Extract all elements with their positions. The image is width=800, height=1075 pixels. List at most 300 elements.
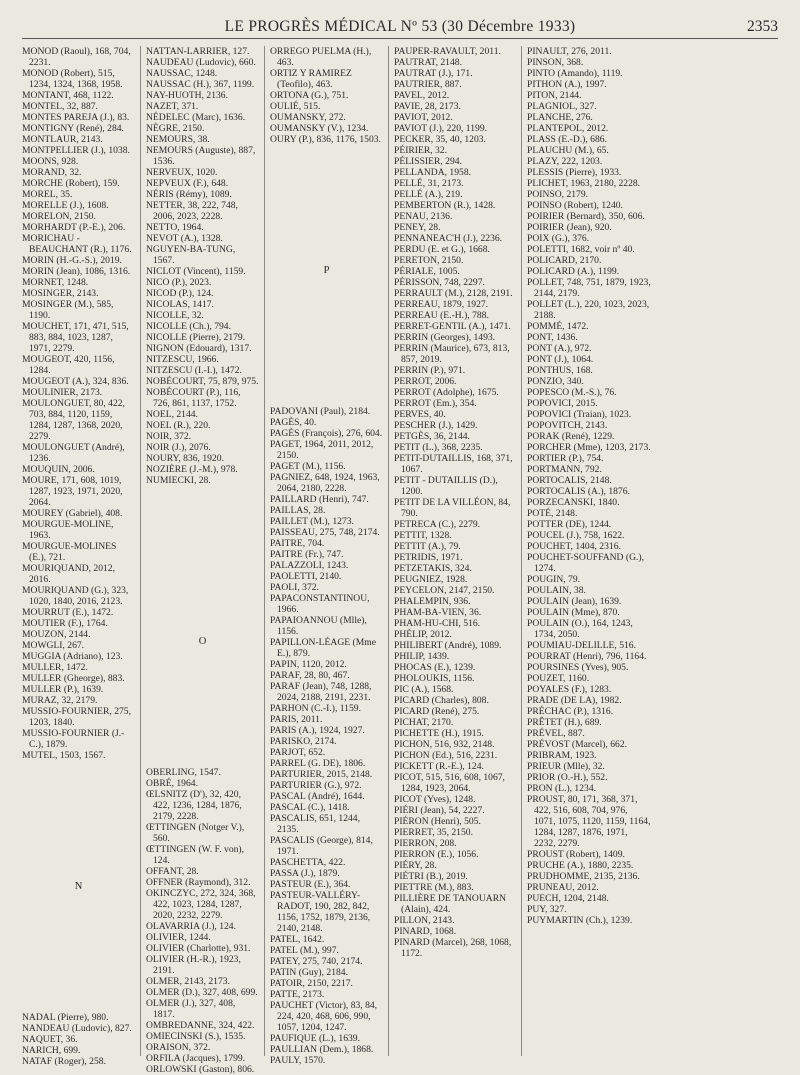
index-entry: ORREGO PUELMA (H.), 463. — [270, 46, 372, 68]
index-entry: POPOVICI (Traian), 1023. — [527, 409, 632, 420]
index-entry: PERRIN (Georges), 1493. — [394, 332, 496, 343]
index-column-4 — [394, 46, 516, 1056]
index-entry: NOEL (R.), 220. — [146, 420, 211, 431]
index-entry: PLAGNIOL, 327. — [527, 101, 597, 112]
index-entry: PAILLAS, 28. — [270, 505, 326, 516]
index-entry: PELLÉ, 31, 2173. — [394, 178, 464, 189]
section-letter: P — [323, 265, 330, 276]
index-entry: PIERRON (E.), 1056. — [394, 849, 479, 860]
index-entry: PERRAULT (M.), 2128, 2191. — [394, 288, 513, 299]
index-entry: MOULINIER, 2173. — [22, 387, 103, 398]
index-entry: PHOLOUKIS, 1156. — [394, 673, 475, 684]
index-entry: MONTLAUR, 2143. — [22, 134, 103, 145]
index-entry: PETGÈS, 36, 2144. — [394, 431, 470, 442]
index-entry: NICO (P.), 2023. — [146, 277, 212, 288]
index-entry: PILLON, 2143. — [394, 915, 455, 926]
index-entry: MOURGUE-MOLINE, 1963. — [22, 519, 114, 541]
index-entry: MOUTIER (F.), 1764. — [22, 618, 108, 629]
index-entry: MORELLE (J.), 1608. — [22, 200, 109, 211]
index-entry: ORFILA (Jacques), 1799. — [146, 1053, 246, 1064]
index-entry: PRON (L.), 1234. — [527, 783, 597, 794]
index-entry: POMMÉ, 1472. — [527, 321, 589, 332]
index-entry: MOURIQUAND, 2012, 2016. — [22, 563, 116, 585]
index-entry: OLIVIER (Charlotte), 931. — [146, 943, 251, 954]
index-entry: NATTAN-LARRIER, 127. — [146, 46, 250, 57]
index-entry: PORTIER (P.), 754. — [527, 453, 604, 464]
index-entry: PORZECANSKI, 1840. — [527, 497, 620, 508]
index-entry: PLAUCHU (M.), 65. — [527, 145, 609, 156]
index-entry: PETTIT (A.), 79. — [394, 541, 461, 552]
index-entry: MONOD (Raoul), 168, 704, 2231. — [22, 46, 131, 68]
index-entry: PEUGNIEZ, 1928. — [394, 574, 468, 585]
index-entry: NETTO, 1964. — [146, 222, 204, 233]
index-entry: NANDEAU (Ludovic), 827. — [22, 1023, 132, 1034]
index-entry: MORCHE (Robert), 159. — [22, 178, 120, 189]
index-entry: NOBÉCOURT, 75, 879, 975. — [146, 376, 259, 387]
index-entry: POLLET (L.), 220, 1023, 2023, 2188. — [527, 299, 650, 321]
index-entry: MOUZON, 2144. — [22, 629, 91, 640]
index-entry: NETTER, 38, 222, 748, 2006, 2023, 2228. — [146, 200, 238, 222]
index-entry: PÉRISSON, 748, 2297. — [394, 277, 485, 288]
index-entry: PAGÈS, 40. — [270, 417, 317, 428]
index-entry: POULAIN (O.), 164, 1243, 1734, 2050. — [527, 618, 633, 640]
index-entry: NUMIECKI, 28. — [146, 475, 211, 486]
index-entry: PAITRE (Fr.), 747. — [270, 549, 344, 560]
index-entry: NAUDEAU (Ludovic), 660. — [146, 57, 256, 68]
index-entry: PERVES, 40. — [394, 409, 446, 420]
index-entry: PICOT (Yves), 1248. — [394, 794, 476, 805]
index-entry: NOEL, 2144. — [146, 409, 198, 420]
index-entry: MORIN (H.-G.-S.), 2019. — [22, 255, 122, 266]
index-entry: POUGIN, 79. — [527, 574, 581, 585]
index-entry: PICHETTE (H.), 1915. — [394, 728, 484, 739]
index-entry: NIGNON (Edouard), 1317. — [146, 343, 252, 354]
index-entry: PATOIR, 2150, 2217. — [270, 978, 353, 989]
index-entry: PROUST (Robert), 1409. — [527, 849, 625, 860]
index-entry: PAVIOT (J.), 220, 1199. — [394, 123, 488, 134]
index-entry: PAUCHET (Victor), 83, 84, 224, 420, 468, 606, 990, 1057, 1204, 1247. — [270, 1000, 378, 1033]
index-entry: POULAIN, 38. — [527, 585, 586, 596]
index-entry: PRIEUR (Mlle), 32. — [527, 761, 605, 772]
index-entry: PAUTRIER, 887. — [394, 79, 462, 90]
index-entry: NEPVEUX (F.), 648. — [146, 178, 229, 189]
index-entry: PERETON, 2150. — [394, 255, 464, 266]
index-entry: PELLÉ (A.), 219. — [394, 189, 463, 200]
index-entry: NÈGRE, 2150. — [146, 123, 205, 134]
index-entry: MOSINGER (M.), 585, 1190. — [22, 299, 114, 321]
index-entry: OULIÉ, 515. — [270, 101, 321, 112]
index-entry: NARICH, 699. — [22, 1045, 81, 1056]
index-entry: PAGET (M.), 1156. — [270, 461, 346, 472]
index-entry: PATTE, 2173. — [270, 989, 325, 1000]
index-entry: ORLOWSKI (Gaston), 806. — [146, 1064, 255, 1075]
index-entry: NAY-HUOTH, 2136. — [146, 90, 228, 101]
index-entry: MUTEL, 1503, 1567. — [22, 750, 106, 761]
index-entry: OLIVIER, 1244. — [146, 932, 211, 943]
index-entry: NEMOURS, 38. — [146, 134, 210, 145]
index-entry: PATEY, 275, 740, 2174. — [270, 956, 363, 967]
index-entry: PRUDHOMME, 2135, 2136. — [527, 871, 640, 882]
index-entry: POIRIER (Bernard), 350, 606. — [527, 211, 645, 222]
index-entry: PONT, 1436. — [527, 332, 578, 343]
index-entry: NOIR (J.), 2076. — [146, 442, 211, 453]
index-entry: PORCHER (Mme), 1203, 2173. — [527, 442, 651, 453]
index-entry: PICOT, 515, 516, 608, 1067, 1284, 1923, 2064. — [394, 772, 505, 794]
index-entry: OLMER (J.), 327, 408, 1817. — [146, 998, 236, 1020]
index-entry: PHAM-BA-VIEN, 36. — [394, 607, 482, 618]
index-entry: POPOVICI, 2015. — [527, 398, 598, 409]
index-entry: NICOD (P.), 124. — [146, 288, 214, 299]
index-entry: PICKETT (R.-E.), 124. — [394, 761, 484, 772]
index-entry: ŒTTINGEN (W. F. von), 124. — [146, 844, 245, 866]
index-entry: PETIT-DUTAILLIS, 168, 371, 1067. — [394, 453, 513, 475]
index-entry: NERVEUX, 1020. — [146, 167, 218, 178]
index-entry: NICOLLE, 32. — [146, 310, 204, 321]
index-entry: PONT (J.), 1064. — [527, 354, 594, 365]
index-entry: PAVIOT, 2012. — [394, 112, 453, 123]
index-entry: MOUQUIN, 2006. — [22, 464, 95, 475]
index-entry: PINSON, 368. — [527, 57, 584, 68]
index-entry: PLESSIS (Pierre), 1933. — [527, 167, 622, 178]
column-divider — [521, 46, 522, 1056]
index-entry: PAUTRAT, 2148. — [394, 57, 462, 68]
index-entry: MOONS, 928. — [22, 156, 79, 167]
index-entry: PETRECA (C.), 2279. — [394, 519, 481, 530]
page-number: 2353 — [747, 18, 778, 35]
index-entry: NAQUET, 36. — [22, 1034, 78, 1045]
index-entry: OLMER (D.), 327, 408, 699. — [146, 987, 258, 998]
index-entry: PERDU (E. et G.), 1668. — [394, 244, 490, 255]
section-letter: O — [198, 636, 207, 647]
index-entry: NICLOT (Vincent), 1159. — [146, 266, 246, 277]
index-entry: PRÉCHAC (P.), 1316. — [527, 706, 614, 717]
index-entry: PADOVANI (Paul), 2184. — [270, 406, 371, 417]
index-entry: PORTOCALIS (A.), 1876. — [527, 486, 630, 497]
index-entry: MONTPELLIER (J.), 1038. — [22, 145, 130, 156]
index-entry: MONTES PAREJA (J.), 83. — [22, 112, 130, 123]
header-rule — [22, 38, 778, 39]
index-entry: MOREL, 35. — [22, 189, 73, 200]
index-entry: PICARD (Charles), 808. — [394, 695, 489, 706]
index-entry: PARIS (A.), 1924, 1927. — [270, 725, 365, 736]
index-entry: PHILIBERT (André), 1089. — [394, 640, 502, 651]
index-entry: PLAZY, 222, 1203. — [527, 156, 603, 167]
column-divider — [388, 46, 389, 1056]
index-entry: PETRIDIS, 1971. — [394, 552, 463, 563]
index-entry: ORTIZ Y RAMIREZ (Teofilo), 463. — [270, 68, 352, 90]
index-entry: PAOLETTI, 2140. — [270, 571, 342, 582]
index-entry: PERROT (Em.), 354. — [394, 398, 477, 409]
index-entry: NATAF (Roger), 258. — [22, 1056, 106, 1067]
index-entry: NAUSSAC (H.), 367, 1199. — [146, 79, 255, 90]
index-entry: OLMER, 2143, 2173. — [146, 976, 230, 987]
index-entry: PIÉRON (Henri), 505. — [394, 816, 481, 827]
index-entry: PARREL (G. DE), 1806. — [270, 758, 366, 769]
index-entry: MONTIGNY (René), 284. — [22, 123, 124, 134]
index-entry: PASTEUR-VALLÉRY-RADOT, 190, 282, 842, 1156, 1752, 1879, 2136, 2140, 2148. — [270, 890, 371, 934]
index-entry: OBERLING, 1547. — [146, 767, 221, 778]
index-entry: PALAZZOLI, 1243. — [270, 560, 349, 571]
index-entry: POYALES (F.), 1283. — [527, 684, 612, 695]
index-entry: PAPIN, 1120, 2012. — [270, 659, 347, 670]
index-entry: NOZIÈRE (J.-M.), 978. — [146, 464, 238, 475]
index-entry: PEYCELON, 2147, 2150. — [394, 585, 495, 596]
index-entry: NITZESCU (I.-I.), 1472. — [146, 365, 242, 376]
index-entry: PINTO (Amando), 1119. — [527, 68, 623, 79]
column-divider — [140, 46, 141, 1056]
index-entry: NÉDELEC (Marc), 1636. — [146, 112, 246, 123]
index-column-2 — [146, 46, 259, 1075]
index-entry: PARAF, 28, 80, 467. — [270, 670, 350, 681]
index-entry: PAUTRAT (J.), 171. — [394, 68, 473, 79]
index-entry: PHÉLIP, 2012. — [394, 629, 452, 640]
index-entry: PICHON, 516, 932, 2148. — [394, 739, 495, 750]
index-entry: PERRET-GENTIL (A.), 1471. — [394, 321, 511, 332]
index-entry: POLICARD (A.), 1199. — [527, 266, 620, 277]
index-entry: POINSO, 2179. — [527, 189, 589, 200]
index-entry: PERREAU, 1879, 1927. — [394, 299, 489, 310]
index-entry: POINSO (Robert), 1240. — [527, 200, 623, 211]
index-entry: MORAND, 32. — [22, 167, 82, 178]
index-entry: MOULONGUET, 80, 422, 703, 884, 1120, 1159, 1284, 1287, 1368, 2020, 2279. — [22, 398, 125, 442]
index-entry: PETZETAKIS, 324. — [394, 563, 472, 574]
index-entry: PAGÈS (François), 276, 604. — [270, 428, 383, 439]
index-entry: PIERRON, 208. — [394, 838, 457, 849]
index-entry: POURSINES (Yves), 905. — [527, 662, 629, 673]
index-entry: ŒTTINGEN (Notger V.), 560. — [146, 822, 245, 844]
index-entry: NICOLAS, 1417. — [146, 299, 214, 310]
index-entry: PONT (A.), 972. — [527, 343, 592, 354]
index-entry: POPESCO (M.-S.), 76. — [527, 387, 617, 398]
index-entry: PÉLISSIER, 294. — [394, 156, 462, 167]
index-entry: PORTOCALIS, 2148. — [527, 475, 612, 486]
index-entry: PELLANDA, 1958. — [394, 167, 472, 178]
index-entry: PENNANEAC'H (J.), 2236. — [394, 233, 503, 244]
index-entry: NEMOURS (Auguste), 887, 1536. — [146, 145, 256, 167]
index-entry: PRUCHE (A.), 1880, 2235. — [527, 860, 634, 871]
index-entry: PAILLET (M.), 1273. — [270, 516, 354, 527]
index-entry: MURAZ, 32, 2179. — [22, 695, 98, 706]
index-entry: PAPAIOANNOU (Mlle), 1156. — [270, 615, 367, 637]
index-entry: MORICHAU - BEAUCHANT (R.), 1176. — [22, 233, 132, 255]
index-entry: NITZESCU, 1966. — [146, 354, 219, 365]
index-entry: NICOLLE (Ch.), 794. — [146, 321, 231, 332]
index-entry: PAVIE, 28, 2173. — [394, 101, 461, 112]
index-entry: OUMANSKY (V.), 1234. — [270, 123, 369, 134]
index-entry: PICHAT, 2170. — [394, 717, 454, 728]
index-entry: PLANCHE, 276. — [527, 112, 593, 123]
index-columns — [22, 46, 780, 1075]
index-entry: ORAISON, 372. — [146, 1042, 211, 1053]
index-entry: PAULLIAN (Dem.), 1868. — [270, 1044, 374, 1055]
index-entry: POULAIN (Mme), 870. — [527, 607, 620, 618]
section-letter: N — [74, 881, 83, 892]
index-entry: POIX (G.), 376. — [527, 233, 590, 244]
index-entry: PAISSEAU, 275, 748, 2174. — [270, 527, 380, 538]
index-entry: PICARD (René), 275. — [394, 706, 480, 717]
index-entry: PEMBERTON (R.), 1428. — [394, 200, 496, 211]
index-entry: PAULY, 1570. — [270, 1055, 326, 1066]
index-entry: PASCALIS (George), 814, 1971. — [270, 835, 373, 857]
index-entry: PRÉVEL, 887. — [527, 728, 585, 739]
index-entry: MORHARDT (P.-E.), 206. — [22, 222, 126, 233]
index-entry: PASSA (J.), 1879. — [270, 868, 340, 879]
index-entry: POIRIER (Jean), 920. — [527, 222, 612, 233]
index-entry: POUCEL (J.), 758, 1622. — [527, 530, 625, 541]
index-entry: PENEY, 28. — [394, 222, 441, 233]
index-entry: NOIR, 372. — [146, 431, 192, 442]
index-entry: MONOD (Robert), 515, 1234, 1324, 1368, 1958. — [22, 68, 123, 90]
index-entry: PASTEUR (E.), 364. — [270, 879, 351, 890]
index-entry: NICOLLE (Pierre), 2179. — [146, 332, 246, 343]
index-entry: OUMANSKY, 272. — [270, 112, 346, 123]
index-entry: NAZET, 371. — [146, 101, 199, 112]
index-entry: MULLER (P.), 1639. — [22, 684, 104, 695]
index-entry: PÉRIALE, 1005. — [394, 266, 460, 277]
index-entry: OKINCZYC, 272, 324, 368, 422, 1023, 1284, 1287, 2020, 2232, 2279. — [146, 888, 256, 921]
index-entry: PLASS (E.-D.), 686. — [527, 134, 607, 145]
index-entry: PRADE (DE LA), 1982. — [527, 695, 622, 706]
index-entry: OURY (P.), 836, 1176, 1503. — [270, 134, 381, 145]
index-entry: PHILIP, 1439. — [394, 651, 450, 662]
index-entry: PHALEMPIN, 936. — [394, 596, 471, 607]
index-entry: PUYMARTIN (Ch.), 1239. — [527, 915, 633, 926]
index-entry: PATIN (Guy), 2184. — [270, 967, 348, 978]
index-entry: PETTIT, 1328. — [394, 530, 452, 541]
index-entry: NAUSSAC, 1248. — [146, 68, 218, 79]
index-entry: PRÊTET (H.), 689. — [527, 717, 602, 728]
index-entry: PIÉRY, 28. — [394, 860, 437, 871]
index-entry: NOURY, 836, 1920. — [146, 453, 224, 464]
index-entry: PIERRET, 35, 2150. — [394, 827, 473, 838]
index-entry: PROUST, 80, 171, 368, 371, 422, 516, 608, 704, 976, 1071, 1075, 1120, 1159, 1164, 1284, 1287, 1876, 1971, 2232, 2279. — [527, 794, 651, 849]
index-column-1 — [22, 46, 135, 1067]
index-entry: MOURIQUAND (G.), 323, 1020, 1840, 2016, 2123. — [22, 585, 129, 607]
index-entry: PINARD, 1068. — [394, 926, 457, 937]
index-entry: PUY, 327. — [527, 904, 567, 915]
index-entry: OMBREDANNE, 324, 422. — [146, 1020, 255, 1031]
index-entry: PAITRE, 704. — [270, 538, 325, 549]
index-entry: PERROT (Adolphe), 1675. — [394, 387, 499, 398]
index-entry: PERREAU (E.-H.), 788. — [394, 310, 489, 321]
index-entry: PORTMANN, 792. — [527, 464, 602, 475]
index-entry: POTTER (DE), 1244. — [527, 519, 612, 530]
index-entry: PIC (A.), 1568. — [394, 684, 454, 695]
index-entry: PETIT - DUTAILLIS (D.), 1200. — [394, 475, 498, 497]
index-entry: MOULONGUET (André), 1236. — [22, 442, 125, 464]
index-entry: PIÉTRI (B.), 2019. — [394, 871, 468, 882]
page-header — [22, 12, 778, 38]
index-entry: PUECH, 1204, 2148. — [527, 893, 609, 904]
index-entry: MONTEL, 32, 887. — [22, 101, 98, 112]
index-entry: PÉIRIER, 32. — [394, 145, 448, 156]
index-entry: OLAVARRIA (J.), 124. — [146, 921, 236, 932]
index-entry: PAPILLON-LÉAGE (Mme E.), 879. — [270, 637, 376, 659]
index-entry: PETIT DE LA VILLÉON, 84, 790. — [394, 497, 511, 519]
index-entry: NOBÉCOURT (P.), 116, 726, 861, 1137, 1752. — [146, 387, 241, 409]
index-entry: MULLER, 1472. — [22, 662, 88, 673]
index-entry: PESCHER (J.), 1429. — [394, 420, 478, 431]
index-entry: PLANTEPOL, 2012. — [527, 123, 609, 134]
index-entry: PORAK (René), 1229. — [527, 431, 615, 442]
index-entry: PECKER, 35, 40, 1203. — [394, 134, 486, 145]
index-entry: PARTURIER, 2015, 2148. — [270, 769, 373, 780]
index-entry: MUSSIO-FOURNIER (J.-C.), 1879. — [22, 728, 125, 750]
index-entry: NADAL (Pierre), 980. — [22, 1012, 109, 1023]
page-title: LE PROGRÈS MÉDICAL Nº 53 (30 Décembre 1933) — [224, 18, 576, 35]
index-entry: MOURGUE-MOLINES (E.), 721. — [22, 541, 117, 563]
index-entry: PASCAL (André), 1644. — [270, 791, 365, 802]
index-entry: POTÉ, 2148. — [527, 508, 578, 519]
index-entry: OMIECINSKI (S.), 1535. — [146, 1031, 246, 1042]
index-entry: PONZIO, 340. — [527, 376, 584, 387]
index-entry: NEVOT (A.), 1328. — [146, 233, 223, 244]
index-entry: PINAULT, 276, 2011. — [527, 46, 612, 57]
index-entry: PRIBRAM, 1923. — [527, 750, 597, 761]
index-entry: POLICARD, 2170. — [527, 255, 602, 266]
index-entry: PILLIÈRE DE TANOUARN (Alain), 424. — [394, 893, 507, 915]
index-entry: MOWGLI, 267. — [22, 640, 85, 651]
column-divider — [264, 46, 265, 1056]
index-entry: PAGET, 1964, 2011, 2012, 2150. — [270, 439, 374, 461]
index-entry: PAUFIQUE (L.), 1639. — [270, 1033, 360, 1044]
index-entry: OBRÉ, 1964. — [146, 778, 198, 789]
index-entry: PRÉVOST (Marcel), 662. — [527, 739, 628, 750]
index-entry: PASCAL (C.), 1418. — [270, 802, 350, 813]
index-entry: PICHON (Ed.), 516, 2231. — [394, 750, 498, 761]
index-entry: PARIS, 2011. — [270, 714, 323, 725]
index-entry: PERROT, 2006. — [394, 376, 457, 387]
index-entry: PASCALIS, 651, 1244, 2135. — [270, 813, 361, 835]
index-entry: MORNET, 1248. — [22, 277, 89, 288]
index-entry: POLLET, 748, 751, 1879, 1923, 2144, 2179. — [527, 277, 651, 299]
index-entry: MORIN (Jean), 1086, 1316. — [22, 266, 131, 277]
index-entry: POULAIN (Jean), 1639. — [527, 596, 622, 607]
index-entry: PITHON (A.), 1997. — [527, 79, 607, 90]
index-entry: PAILLARD (Henri), 747. — [270, 494, 369, 505]
index-column-3 — [270, 46, 383, 1066]
index-entry: ŒLSNITZ (D'), 32, 420, 422, 1236, 1284, 1876, 2179, 2228. — [146, 789, 242, 822]
index-entry: PERRIN (Maurice), 673, 813, 857, 2019. — [394, 343, 510, 365]
index-entry: POPOVITCH, 2143. — [527, 420, 608, 431]
index-entry: MULLER (Gheorge), 883. — [22, 673, 125, 684]
index-entry: PATEL, 1642. — [270, 934, 325, 945]
index-entry: PARAF (Jean), 748, 1288, 2024, 2188, 2191, 2231. — [270, 681, 372, 703]
index-entry: POURRAT (Henri), 796, 1164. — [527, 651, 647, 662]
index-column-5 — [527, 46, 651, 1056]
index-entry: MOSINGER, 2143. — [22, 288, 99, 299]
index-entry: POUCHET, 1404, 2316. — [527, 541, 621, 552]
index-entry: PONTHUS, 168. — [527, 365, 593, 376]
index-entry: ORTONA (G.), 751. — [270, 90, 349, 101]
index-entry: MOURRUT (E.), 1472. — [22, 607, 114, 618]
index-entry: PARISKO, 2174. — [270, 736, 337, 747]
index-entry: PERRIN (P.), 971. — [394, 365, 466, 376]
index-entry: MOUCHET, 171, 471, 515, 883, 884, 1023, 1287, 1971, 2279. — [22, 321, 129, 354]
index-entry: POUZET, 1160. — [527, 673, 590, 684]
index-entry: PAPACONSTANTINOU, 1966. — [270, 593, 370, 615]
index-entry: PARJOT, 652. — [270, 747, 326, 758]
index-entry: POUCHET-SOUFFAND (G.), 1274. — [527, 552, 645, 574]
index-entry: OLIVIER (H.-R.), 1923, 2191. — [146, 954, 241, 976]
index-entry: PIETTRE (M.), 883. — [394, 882, 474, 893]
index-entry: PAVEL, 2012. — [394, 90, 450, 101]
index-entry: MOUGEOT, 420, 1156, 1284. — [22, 354, 115, 376]
index-entry: PAOLI, 372. — [270, 582, 319, 593]
index-entry: PAGNIEZ, 648, 1924, 1963, 2064, 2180, 2228. — [270, 472, 380, 494]
index-entry: MORELON, 2150. — [22, 211, 96, 222]
index-entry: MOUGEOT (A.), 324, 836. — [22, 376, 129, 387]
